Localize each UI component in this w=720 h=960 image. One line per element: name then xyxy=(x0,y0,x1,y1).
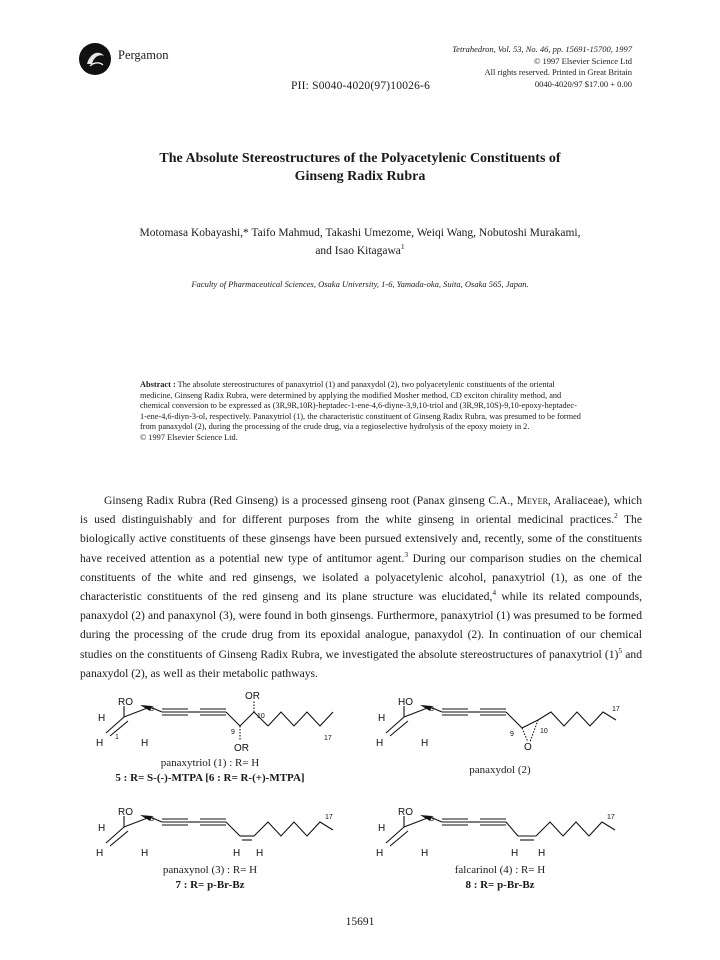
caption-panaxytriol-line-2: 5 : R= S-(-)-MTPA [6 : R= R-(+)-MTPA] xyxy=(115,772,305,784)
s1-num-17: 17 xyxy=(324,735,332,742)
s3-RO-label: RO xyxy=(118,807,133,818)
author-footnote: 1 xyxy=(400,242,405,252)
s1-num-10: 10 xyxy=(257,713,265,720)
s3-h-5: H xyxy=(256,848,264,859)
s4-h-1: H xyxy=(378,823,386,834)
title-line-2: Ginseng Radix Rubra xyxy=(294,169,426,184)
caption-panaxynol-line-1: panaxynol (3) : R= H xyxy=(162,864,258,876)
s4-num-17: 17 xyxy=(607,814,615,821)
s2-num-17: 17 xyxy=(612,706,620,713)
s3-num-17: 17 xyxy=(325,814,333,821)
copyright-line: © 1997 Elsevier Science Ltd xyxy=(533,55,632,66)
caption-panaxytriol xyxy=(80,756,340,786)
s3-h-4: H xyxy=(233,848,241,859)
s4-RO-label: RO xyxy=(398,807,413,818)
price-line: 0040-4020/97 $17.00 + 0.00 xyxy=(534,78,632,89)
caption-falcarinol xyxy=(380,863,620,893)
s3-num-3: 3 xyxy=(150,816,154,823)
s1-num-1: 1 xyxy=(115,734,119,741)
authors-line-2: and Isao Kitagawa$^1$ xyxy=(315,242,405,257)
s1-h-2: H xyxy=(96,738,104,749)
caption-panaxynol-line-2: 7 : R= p-Br-Bz xyxy=(175,879,245,891)
s1-RO-label: RO xyxy=(118,697,133,708)
body-paragraph: Ginseng Radix Rubra (Red Ginseng) is a processed ginseng root (Panax ginseng C.A., Meyer, Araliaceae), which is used distinguishably and for different purposes from the white ginseng in oriental medicinal practices.$^2$ The biologically active constituents of these ginsengs have been pursued extensively and, recently, some of the constituents have received attention as a potential new type of antitumor agent.$^3$ During our comparison studies on the chemical constituents of the white and red ginsengs, we isolated a polyacetylenic alcohol, panaxytriol (1), as one of the characteristic constituents of the red ginseng and its plane structure was elucidated,$^4$ while its related compounds, panaxydol (2) and panaxynol (3), were found in both ginsengs. Furthermore, panaxytriol (1) was presumed to be formed during the processing of the crude drug from its epoxidal analogue, panaxydol (2). In continuation of our chemical studies on the constituents of Ginseng Radix Rubra, we investigated the absolute stereostructures of panaxytriol $(1)^5$ and panaxydol (2), as well as their metabolic pathways. xyxy=(80,494,643,680)
s2-h-2: H xyxy=(376,738,384,749)
s4-h-2: H xyxy=(376,848,384,859)
s2-num-10: 10 xyxy=(540,728,548,735)
abstract-copyright: © 1997 Elsevier Science Ltd. xyxy=(140,432,238,442)
s3-h-2: H xyxy=(96,848,104,859)
s2-num-9: 9 xyxy=(510,731,514,738)
s1-num-9: 9 xyxy=(231,729,235,736)
s2-num-3: 3 xyxy=(430,706,434,713)
s1-OR-bottom-label: OR xyxy=(234,743,249,754)
s4-num-3: 3 xyxy=(430,816,434,823)
s2-O-label: O xyxy=(524,742,532,753)
s4-h-5: H xyxy=(538,848,546,859)
s2-h-1: H xyxy=(378,713,386,724)
s3-h-3: H xyxy=(141,848,149,859)
caption-panaxynol xyxy=(80,863,340,893)
s2-h-3: H xyxy=(421,738,429,749)
publisher-name: Pergamon xyxy=(118,48,169,62)
title-line-1: The Absolute Stereostructures of the Polyacetylenic Constituents of xyxy=(159,151,561,166)
s1-num-3: 3 xyxy=(150,706,154,713)
s4-h-3: H xyxy=(421,848,429,859)
caption-falcarinol-line-1: falcarinol (4) : R= H xyxy=(454,864,546,876)
caption-falcarinol-line-2: 8 : R= p-Br-Bz xyxy=(465,879,535,891)
rights-line: All rights reserved. Printed in Great Britain xyxy=(484,67,632,77)
affiliation: Faculty of Pharmaceutical Sciences, Osaka University, 1-6, Yamada-oka, Suita, Osaka 565, Japan. xyxy=(191,279,529,289)
journal-line: Tetrahedron, Vol. 53, No. 46, pp. 15691-15700, 1997 xyxy=(452,44,632,54)
s1-h-1: H xyxy=(98,713,106,724)
s4-h-4: H xyxy=(511,848,519,859)
s3-h-1: H xyxy=(98,823,106,834)
s2-HO-label: HO xyxy=(398,697,413,708)
caption-panaxytriol-line-1: panaxytriol (1) : R= H xyxy=(160,757,260,769)
authors-line-1: Motomasa Kobayashi,* Taifo Mahmud, Takashi Umezome, Weiqi Wang, Nobutoshi Murakami, xyxy=(139,227,581,239)
s1-h-3: H xyxy=(141,738,149,749)
pii-code: PII: S0040-4020(97)10026-6 xyxy=(291,80,431,92)
page-number: 15691 xyxy=(345,916,375,928)
abstract-text: Abstract : The absolute stereostructures of panaxytriol (1) and panaxydol (2), two polyacetylenic constituents of the oriental medicine, Ginseng Radix Rubra, were determined by applying the modified Mosher method, CD exciton chirality method, and chemical conversion to be expressed as (3R,9R,10R)-heptadec-1-ene-4,6-diyne-3,9,10-triol and (3R,9R,10S)-9,10-epoxy-heptadec-1-ene-4,6-diyn-3-ol, respectively. Panaxytriol (1), the characteristic constituent of Ginseng Radix Rubra, was presumed to be formed from panaxydol (2), during the processing of the crude drug, via a regioselective hydrolysis of the epoxy moiety in 2. xyxy=(140,380,581,432)
s1-OR-top-label: OR xyxy=(245,691,260,702)
abstract-label: Abstract : xyxy=(140,380,176,389)
caption-panaxydol: panaxydol (2) xyxy=(469,764,531,776)
